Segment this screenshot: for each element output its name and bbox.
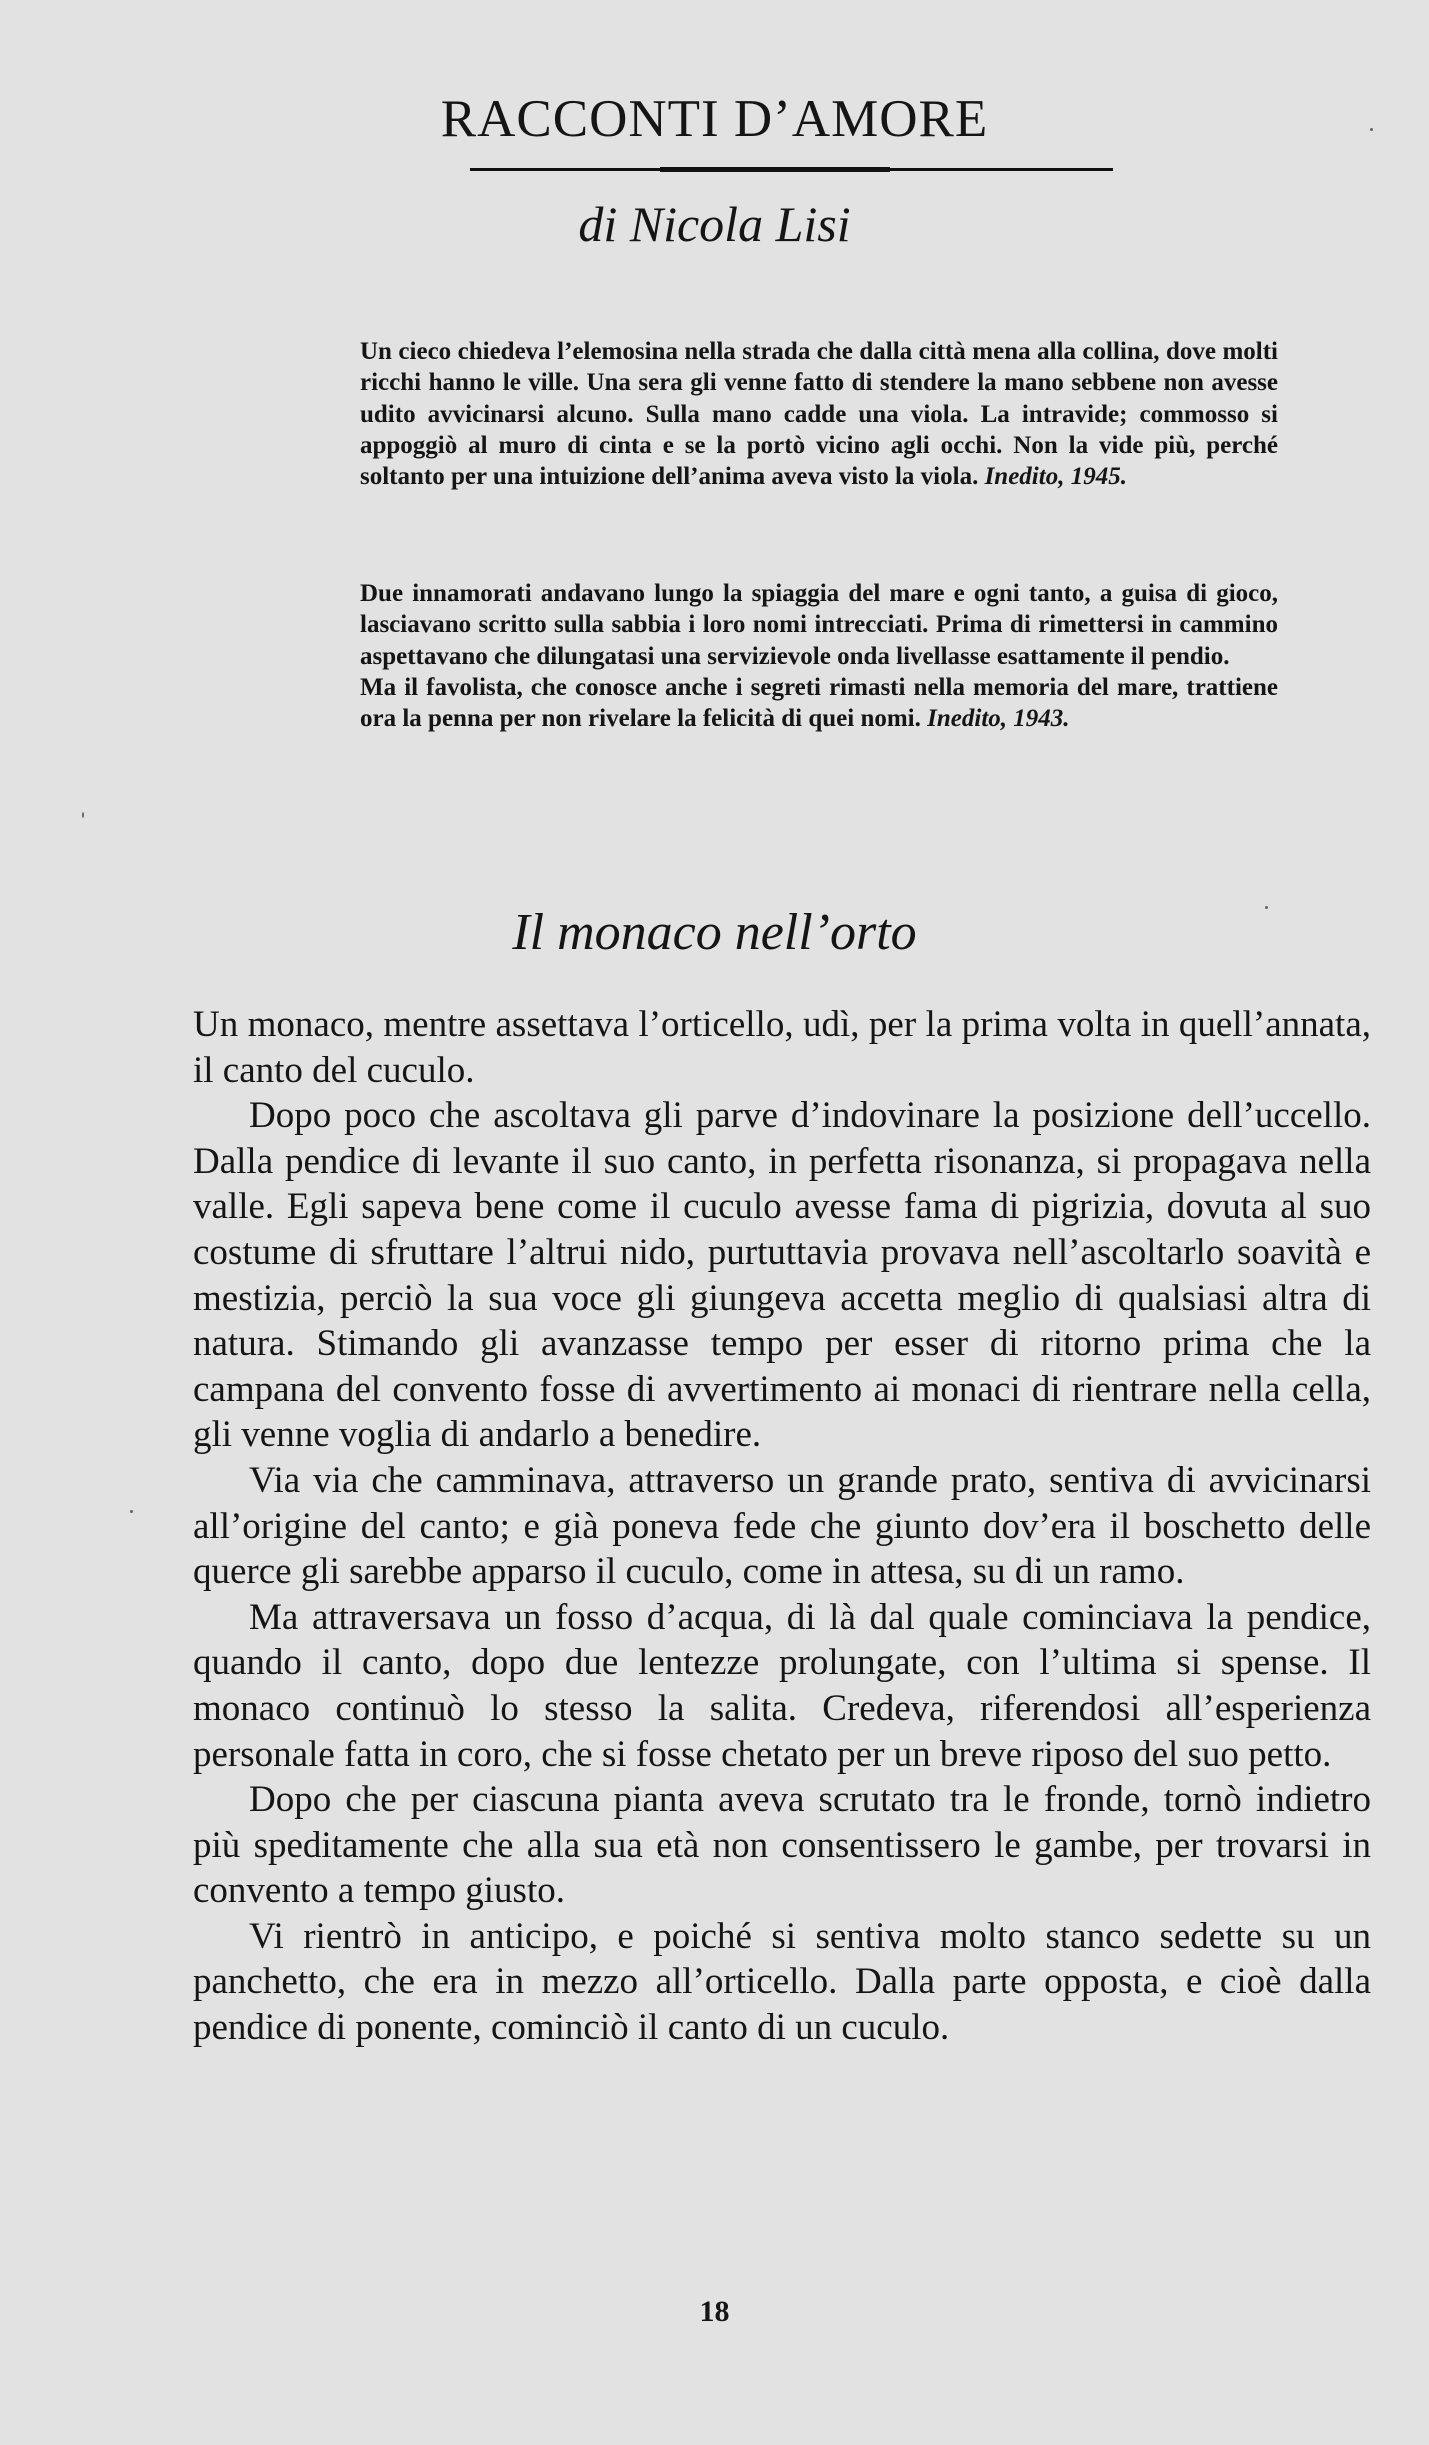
body-paragraph: Un monaco, mentre assettava l’orticello, udì, per la prima volta in quell’annata, il canto del cuculo. <box>193 1004 1371 1091</box>
story-title: Il monaco nell’orto <box>512 904 917 961</box>
story-note: Inedito, 1945. <box>984 463 1127 491</box>
page-number: 18 <box>699 2295 730 2328</box>
body-paragraph: Via via che camminava, attraverso un grande prato, sentiva di avvicinarsi all’origine del canto; e già poneva fede che giunto dov’era il boschetto delle querce gli sarebbe apparso il cuculo, come in attesa, su di un ramo. <box>193 1459 1371 1593</box>
story-body <box>193 1002 1371 2051</box>
author-line: di Nicola Lisi <box>578 196 851 252</box>
paper-speck <box>1370 128 1373 131</box>
title-rule <box>470 168 1113 171</box>
story-paragraph <box>360 672 1278 735</box>
story-lovers <box>360 578 1278 734</box>
body-paragraph: Ma attraversava un fosso d’acqua, di là dal quale cominciava la pendice, quando il canto, dopo due lentezze prolungate, con l’ultima si spense. Il monaco continuò lo stesso la salita. Credeva, riferendosi all’esperienza personale fatta in coro, che si fosse chetato per un breve riposo del suo petto. <box>193 1596 1371 1775</box>
story-paragraph <box>360 336 1278 492</box>
paper-speck <box>82 812 84 818</box>
story-paragraph: Due innamorati andavano lungo la spiaggia del mare e ogni tanto, a guisa di gioco, lasciavano scritto sulla sabbia i loro nomi intrecciati. Prima di rimettersi in cammino aspettavano che dilungatasi una servizievole onda livellasse esattamente il pendio. <box>360 580 1278 670</box>
story-blind-man <box>360 336 1278 492</box>
paper-speck <box>130 1510 133 1513</box>
story-text: Ma il favolista, che conosce anche i segreti rimasti nella memoria del mare, trattiene ora la penna per non rivelare la felicità di quei nomi. <box>360 673 1278 733</box>
page-title: RACCONTI D’AMORE <box>440 90 989 148</box>
story-text: Un cieco chiedeva l’elemosina nella strada che dalla città mena alla collina, dove molti ricchi hanno le ville. Una sera gli venne fatto di stendere la mano sebbene non avesse udito avvicinarsi alcuno. Sulla mano cadde una viola. La intravide; commosso si appoggiò al muro di cinta e se la portò vicino agli occhi. Non la vide più, perché soltanto per una intuizione dell’anima aveva visto la viola. <box>360 338 1278 491</box>
story-note: Inedito, 1943. <box>927 705 1070 733</box>
body-paragraph: Dopo poco che ascoltava gli parve d’indovinare la posizione dell’uccello. Dalla pendice di levante il suo canto, in perfetta risonanza, si propagava nella valle. Egli sapeva bene come il cuculo avesse fama di pigrizia, dovuta al suo costume di sfruttare l’altrui nido, purtuttavia provava nell’ascoltarlo soavità e mestizia, perciò la sua voce gli giungeva accetta meglio di qualsiasi altra di natura. Stimando gli avanzasse tempo per esser di ritorno prima che la campana del convento fosse di avvertimento ai monaci di rientrare nella cella, gli venne voglia di andarlo a benedire. <box>193 1095 1371 1456</box>
paper-speck <box>1265 906 1268 909</box>
body-paragraph: Dopo che per ciascuna pianta aveva scrutato tra le fronde, tornò indietro più speditamente che alla sua età non consentissero le gambe, per trovarsi in convento a tempo giusto. <box>193 1779 1371 1912</box>
body-paragraph: Vi rientrò in anticipo, e poiché si sentiva molto stanco sedette su un panchetto, che era in mezzo all’orticello. Dalla parte opposta, e cioè dalla pendice di ponente, cominciò il canto di un cuculo. <box>193 1915 1371 2049</box>
